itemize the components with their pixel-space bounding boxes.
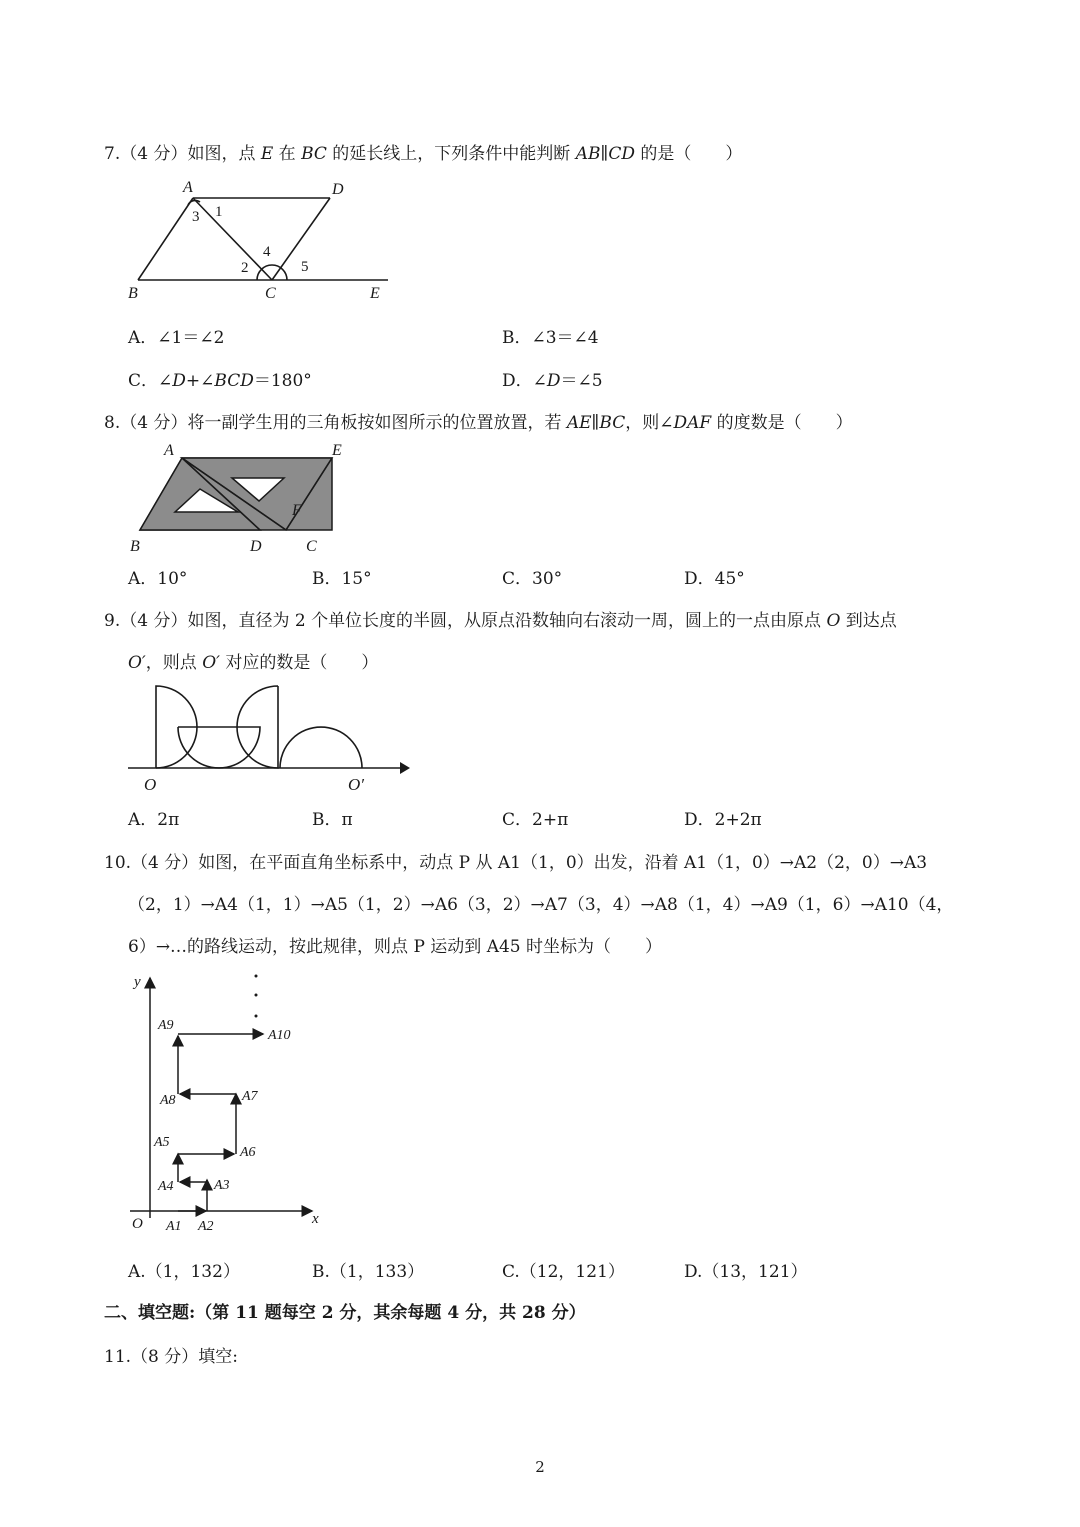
q9-stem-text: 对应的数是（ ） (220, 653, 379, 673)
q8-label-f: F (292, 502, 302, 519)
q9-option-b[interactable]: B．π (312, 810, 353, 830)
q11-stem: 11.（8 分）填空: (104, 1347, 238, 1367)
section-heading-fill-in: 二、填空题:（第 11 题每空 2 分，其余每题 4 分，共 28 分） (104, 1303, 586, 1323)
q7-option-a[interactable]: A．∠1＝∠2 (128, 328, 225, 348)
q7-label-e: E (370, 285, 380, 302)
q8-label-d: D (250, 538, 262, 555)
q10-option-a[interactable]: A.（1，132） (128, 1262, 240, 1282)
q10-label-a4: A4 (158, 1179, 174, 1194)
q8-stem-text: 8.（4 分）将一副学生用的三角板按如图所示的位置放置，若 (104, 413, 567, 433)
q10-ellipsis-dots (255, 975, 258, 1018)
q7-stem-text: 的延长线上，下列条件中能判断 (326, 144, 576, 164)
q7-label-1: 1 (215, 204, 223, 220)
q9-stem-o: O (826, 611, 841, 631)
q8-label-e: E (332, 442, 342, 459)
q9-semicircle-end (280, 727, 362, 768)
q10-label-a1: A1 (166, 1219, 182, 1234)
q9-stem-text: ，则点 (145, 653, 203, 673)
q9-option-a[interactable]: A．2π (128, 810, 180, 830)
q9-figure (120, 680, 420, 798)
q7-angle-arc-c (257, 265, 287, 280)
q7-label-3: 3 (192, 209, 200, 225)
q10-label-a3: A3 (214, 1178, 230, 1193)
q7-option-b[interactable]: B．∠3＝∠4 (502, 328, 599, 348)
q10-stem-line2: （2，1）→A4（1，1）→A5（1，2）→A6（3，2）→A7（3，4）→A8（1，4）→A9（1，6）→A10（4， (128, 895, 954, 915)
q8-stem-daf: DAF (673, 413, 712, 433)
q7-option-c-text: +∠ (185, 371, 215, 391)
q7-option-d-text: ＝∠5 (560, 371, 603, 391)
q10-label-y: y (134, 974, 141, 990)
q8-label-c: C (306, 538, 317, 555)
page-number: 2 (535, 1458, 545, 1476)
q9-stem (104, 606, 897, 631)
q8-stem-ae: AE (566, 413, 592, 433)
q7-label-c: C (265, 285, 276, 302)
q8-stem-parallel: ∥ (591, 413, 600, 433)
q10-stem-line1: 10.（4 分）如图，在平面直角坐标系中，动点 P 从 A1（1，0）出发，沿着 A1（1，0）→A2（2，0）→A3 (104, 853, 928, 873)
q7-option-d-d: D (546, 371, 561, 391)
q9-option-c[interactable]: C．2+π (502, 810, 569, 830)
q9-stem-line2 (128, 648, 378, 673)
q8-option-d[interactable]: D．45° (684, 569, 745, 589)
q8-stem-text: 的度数是（ ） (711, 413, 853, 433)
q7-option-d[interactable] (502, 366, 603, 391)
q8-option-b[interactable]: B．15° (312, 569, 372, 589)
q7-option-c-text: ＝180° (253, 371, 312, 391)
q7-option-c-text: C．∠ (128, 371, 173, 391)
q7-stem-text: 的是（ ） (634, 144, 743, 164)
q10-figure (120, 968, 340, 1243)
q8-label-b: B (130, 538, 140, 555)
q7-line-ab (138, 198, 193, 280)
q10-option-d[interactable]: D.（13，121） (684, 1262, 808, 1282)
q7-option-c[interactable] (128, 366, 312, 391)
q7-label-2: 2 (241, 260, 249, 276)
q9-stem-text: 9.（4 分）如图，直径为 2 个单位长度的半圆，从原点沿数轴向右滚动一周，圆上的一点由原点 (104, 611, 827, 631)
q10-label-a6: A6 (240, 1145, 256, 1160)
q7-label-b: B (128, 285, 138, 302)
q8-option-c[interactable]: C．30° (502, 569, 563, 589)
q8-figure (120, 438, 360, 558)
q8-stem (104, 408, 853, 433)
q9-stem-oprime: O′ (128, 653, 146, 673)
q7-option-c-d: D (172, 371, 186, 391)
q7-option-d-text: D．∠ (502, 371, 547, 391)
q7-stem-abcd: AB∥CD (575, 144, 635, 164)
q9-stem-oprime: O′ (202, 653, 220, 673)
q7-stem-text: 在 (273, 144, 302, 164)
q10-label-x: x (312, 1211, 319, 1227)
q10-stem-line3: 6）→…的路线运动，按此规律，则点 P 运动到 A45 时坐标为（ ） (128, 937, 663, 957)
q10-label-a9: A9 (158, 1018, 174, 1033)
q8-label-a: A (164, 442, 174, 459)
q7-stem-bc: BC (301, 144, 327, 164)
q10-label-a10: A10 (268, 1028, 291, 1043)
q9-label-oprime: O′ (348, 775, 364, 794)
q7-option-c-bcd: BCD (214, 371, 254, 391)
q8-stem-text: ，则∠ (625, 413, 674, 433)
q7-label-5: 5 (301, 259, 309, 275)
q10-label-a7: A7 (242, 1089, 258, 1104)
q10-label-a5: A5 (154, 1135, 170, 1150)
q10-option-b[interactable]: B.（1，133） (312, 1262, 425, 1282)
q7-stem (104, 139, 742, 164)
q9-stem-text: 到达点 (840, 611, 897, 631)
q7-label-4: 4 (263, 244, 271, 260)
q9-semicircle-bottom (178, 727, 260, 768)
q9-label-o: O (144, 775, 157, 794)
q7-line-ac (193, 198, 272, 280)
q8-stem-bc: BC (599, 413, 626, 433)
q7-label-a: A (183, 179, 193, 196)
q7-label-d: D (332, 181, 344, 198)
q8-option-a[interactable]: A．10° (128, 569, 188, 589)
q7-figure (120, 172, 410, 307)
q10-label-o: O (132, 1216, 143, 1232)
q7-stem-e: E (260, 144, 274, 164)
q7-stem-text: 7.（4 分）如图，点 (104, 144, 261, 164)
q10-option-c[interactable]: C.（12，121） (502, 1262, 625, 1282)
q9-option-d[interactable]: D．2+2π (684, 810, 762, 830)
q10-label-a2: A2 (198, 1219, 214, 1234)
q9-axis-arrow (400, 762, 410, 774)
q10-label-a8: A8 (160, 1093, 176, 1108)
